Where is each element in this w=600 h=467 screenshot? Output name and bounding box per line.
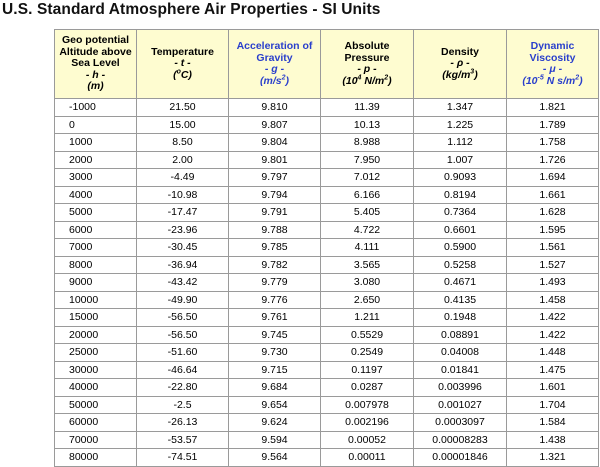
header-label-line: Geo potential bbox=[61, 34, 130, 47]
unit-superscript: 4 bbox=[357, 74, 362, 81]
header-symbol: - p - bbox=[357, 63, 377, 75]
cell-gravity: 9.715 bbox=[229, 361, 321, 379]
header-label-line: Acceleration of bbox=[236, 40, 313, 52]
cell-density: 0.5900 bbox=[414, 239, 507, 257]
cell-pressure: 0.002196 bbox=[321, 414, 414, 432]
header-density bbox=[414, 30, 507, 99]
cell-pressure: 5.405 bbox=[321, 204, 414, 222]
cell-gravity: 9.785 bbox=[229, 239, 321, 257]
unit-text: ) bbox=[285, 74, 289, 87]
cell-altitude: 10000 bbox=[55, 291, 137, 309]
cell-gravity: 9.564 bbox=[229, 449, 321, 467]
cell-altitude: 70000 bbox=[55, 431, 137, 449]
cell-temperature: -17.47 bbox=[137, 204, 229, 222]
unit-text: ) bbox=[579, 74, 583, 87]
cell-temperature: 21.50 bbox=[137, 99, 229, 117]
header-label-line: Altitude above bbox=[59, 45, 132, 58]
cell-temperature: -74.51 bbox=[137, 449, 229, 467]
cell-temperature: 8.50 bbox=[137, 134, 229, 152]
cell-viscosity: 1.704 bbox=[507, 396, 599, 414]
cell-pressure: 8.988 bbox=[321, 134, 414, 152]
cell-density: 0.0003097 bbox=[414, 414, 507, 432]
unit-superscript: -5 bbox=[537, 74, 544, 81]
unit-superscript: 2 bbox=[384, 74, 389, 81]
cell-pressure: 1.211 bbox=[321, 309, 414, 327]
cell-altitude: 40000 bbox=[55, 379, 137, 397]
cell-viscosity: 1.493 bbox=[507, 274, 599, 292]
table-row bbox=[55, 204, 599, 222]
cell-altitude: -1000 bbox=[55, 99, 137, 117]
unit-text: ) bbox=[388, 74, 392, 87]
header-symbol: - ρ - bbox=[450, 57, 470, 70]
unit-text: ) bbox=[474, 68, 478, 81]
cell-viscosity: 1.448 bbox=[507, 344, 599, 362]
header-temperature bbox=[137, 30, 229, 99]
cell-altitude: 4000 bbox=[55, 186, 137, 204]
cell-temperature: -49.90 bbox=[137, 291, 229, 309]
cell-gravity: 9.654 bbox=[229, 396, 321, 414]
cell-density: 0.9093 bbox=[414, 169, 507, 187]
header-label-line: Density bbox=[441, 45, 479, 58]
cell-pressure: 11.39 bbox=[321, 99, 414, 117]
cell-density: 0.08891 bbox=[414, 326, 507, 344]
cell-pressure: 3.565 bbox=[321, 256, 414, 274]
cell-density: 0.5258 bbox=[414, 256, 507, 274]
cell-gravity: 9.745 bbox=[229, 326, 321, 344]
table-row bbox=[55, 99, 599, 117]
unit-text: (10 bbox=[522, 74, 538, 87]
cell-gravity: 9.788 bbox=[229, 221, 321, 239]
cell-gravity: 9.624 bbox=[229, 414, 321, 432]
cell-altitude: 0 bbox=[55, 116, 137, 134]
header-viscosity[interactable] bbox=[507, 30, 599, 99]
cell-pressure: 0.00052 bbox=[321, 431, 414, 449]
table-row bbox=[55, 396, 599, 414]
header-gravity[interactable] bbox=[229, 30, 321, 99]
header-pressure bbox=[321, 30, 414, 99]
cell-altitude: 25000 bbox=[55, 344, 137, 362]
cell-temperature: -53.57 bbox=[137, 431, 229, 449]
cell-viscosity: 1.422 bbox=[507, 326, 599, 344]
cell-pressure: 0.5529 bbox=[321, 326, 414, 344]
cell-pressure: 10.13 bbox=[321, 116, 414, 134]
cell-pressure: 7.012 bbox=[321, 169, 414, 187]
table-row bbox=[55, 186, 599, 204]
cell-temperature: 15.00 bbox=[137, 116, 229, 134]
cell-temperature: -30.45 bbox=[137, 239, 229, 257]
unit-text: (10 bbox=[342, 74, 358, 87]
cell-gravity: 9.804 bbox=[229, 134, 321, 152]
cell-gravity: 9.776 bbox=[229, 291, 321, 309]
table-row bbox=[55, 431, 599, 449]
table-row bbox=[55, 169, 599, 187]
cell-altitude: 15000 bbox=[55, 309, 137, 327]
cell-density: 0.4135 bbox=[414, 291, 507, 309]
header-unit bbox=[137, 70, 228, 82]
cell-viscosity: 1.561 bbox=[507, 239, 599, 257]
atmosphere-table bbox=[54, 29, 599, 467]
cell-temperature: -10.98 bbox=[137, 186, 229, 204]
cell-gravity: 9.779 bbox=[229, 274, 321, 292]
cell-density: 0.6601 bbox=[414, 221, 507, 239]
table-row bbox=[55, 326, 599, 344]
cell-viscosity: 1.758 bbox=[507, 134, 599, 152]
unit-text: C) bbox=[180, 68, 192, 81]
header-symbol: - g - bbox=[264, 63, 285, 75]
header-label-line: Viscosity bbox=[529, 51, 576, 64]
cell-density: 0.7364 bbox=[414, 204, 507, 222]
header-label-line: Dynamic bbox=[530, 40, 575, 52]
cell-density: 1.112 bbox=[414, 134, 507, 152]
header-unit bbox=[414, 70, 506, 82]
cell-viscosity: 1.584 bbox=[507, 414, 599, 432]
cell-gravity: 9.797 bbox=[229, 169, 321, 187]
header-symbol: - t - bbox=[174, 57, 191, 70]
cell-pressure: 4.722 bbox=[321, 221, 414, 239]
cell-altitude: 5000 bbox=[55, 204, 137, 222]
unit-text: (m) bbox=[87, 80, 104, 93]
cell-density: 0.00001846 bbox=[414, 449, 507, 467]
cell-gravity: 9.810 bbox=[229, 99, 321, 117]
table-row bbox=[55, 116, 599, 134]
table-row bbox=[55, 274, 599, 292]
cell-temperature: -51.60 bbox=[137, 344, 229, 362]
cell-density: 1.225 bbox=[414, 116, 507, 134]
cell-viscosity: 1.458 bbox=[507, 291, 599, 309]
cell-density: 0.00008283 bbox=[414, 431, 507, 449]
header-unit bbox=[229, 76, 320, 88]
table-row bbox=[55, 134, 599, 152]
cell-temperature: -23.96 bbox=[137, 221, 229, 239]
header-label-line: Absolute bbox=[344, 40, 390, 52]
cell-altitude: 50000 bbox=[55, 396, 137, 414]
cell-altitude: 2000 bbox=[55, 151, 137, 169]
cell-viscosity: 1.438 bbox=[507, 431, 599, 449]
cell-viscosity: 1.661 bbox=[507, 186, 599, 204]
cell-pressure: 4.111 bbox=[321, 239, 414, 257]
header-unit bbox=[507, 76, 598, 88]
cell-altitude: 1000 bbox=[55, 134, 137, 152]
cell-temperature: -46.64 bbox=[137, 361, 229, 379]
header-label-line: Sea Level bbox=[71, 57, 120, 70]
unit-text: (m/s bbox=[260, 74, 282, 87]
unit-text: N/m bbox=[361, 74, 385, 87]
cell-temperature: -26.13 bbox=[137, 414, 229, 432]
cell-pressure: 0.007978 bbox=[321, 396, 414, 414]
cell-viscosity: 1.821 bbox=[507, 99, 599, 117]
cell-temperature: -22.80 bbox=[137, 379, 229, 397]
table-row bbox=[55, 449, 599, 467]
cell-viscosity: 1.726 bbox=[507, 151, 599, 169]
header-altitude bbox=[55, 30, 137, 99]
cell-density: 0.003996 bbox=[414, 379, 507, 397]
cell-altitude: 7000 bbox=[55, 239, 137, 257]
header-label-line: Gravity bbox=[256, 51, 293, 64]
cell-pressure: 3.080 bbox=[321, 274, 414, 292]
cell-viscosity: 1.527 bbox=[507, 256, 599, 274]
table-body bbox=[55, 99, 599, 467]
cell-altitude: 60000 bbox=[55, 414, 137, 432]
cell-gravity: 9.684 bbox=[229, 379, 321, 397]
header-label-line: Pressure bbox=[344, 51, 390, 64]
header-symbol: - h - bbox=[85, 68, 106, 81]
header-label-line: Temperature bbox=[151, 45, 214, 58]
cell-gravity: 9.761 bbox=[229, 309, 321, 327]
cell-pressure: 0.0287 bbox=[321, 379, 414, 397]
unit-text: N s/m bbox=[543, 74, 576, 87]
cell-viscosity: 1.789 bbox=[507, 116, 599, 134]
cell-gravity: 9.782 bbox=[229, 256, 321, 274]
cell-temperature: -4.49 bbox=[137, 169, 229, 187]
unit-text: (kg/m bbox=[442, 68, 471, 81]
cell-temperature: -2.5 bbox=[137, 396, 229, 414]
cell-pressure: 0.2549 bbox=[321, 344, 414, 362]
cell-temperature: -43.42 bbox=[137, 274, 229, 292]
table-row bbox=[55, 379, 599, 397]
cell-pressure: 6.166 bbox=[321, 186, 414, 204]
unit-superscript: 3 bbox=[470, 68, 475, 76]
table-row bbox=[55, 239, 599, 257]
cell-viscosity: 1.321 bbox=[507, 449, 599, 467]
cell-density: 0.4671 bbox=[414, 274, 507, 292]
table-row bbox=[55, 414, 599, 432]
table-header-row bbox=[55, 30, 599, 99]
page-title: U.S. Standard Atmosphere Air Properties - SI Units bbox=[2, 1, 381, 18]
cell-gravity: 9.801 bbox=[229, 151, 321, 169]
table-row bbox=[55, 361, 599, 379]
unit-text: ( bbox=[173, 68, 177, 81]
unit-superscript: o bbox=[176, 68, 181, 76]
cell-density: 0.1948 bbox=[414, 309, 507, 327]
cell-gravity: 9.794 bbox=[229, 186, 321, 204]
header-unit bbox=[55, 81, 136, 93]
cell-altitude: 6000 bbox=[55, 221, 137, 239]
cell-density: 1.347 bbox=[414, 99, 507, 117]
cell-density: 0.001027 bbox=[414, 396, 507, 414]
table-row bbox=[55, 344, 599, 362]
cell-altitude: 80000 bbox=[55, 449, 137, 467]
unit-superscript: 2 bbox=[281, 74, 286, 81]
atmosphere-table-container bbox=[54, 29, 599, 467]
table-row bbox=[55, 221, 599, 239]
cell-altitude: 9000 bbox=[55, 274, 137, 292]
header-symbol: - μ - bbox=[542, 63, 563, 75]
cell-altitude: 3000 bbox=[55, 169, 137, 187]
table-row bbox=[55, 151, 599, 169]
cell-pressure: 0.00011 bbox=[321, 449, 414, 467]
cell-temperature: -56.50 bbox=[137, 326, 229, 344]
cell-gravity: 9.791 bbox=[229, 204, 321, 222]
cell-altitude: 20000 bbox=[55, 326, 137, 344]
cell-density: 0.04008 bbox=[414, 344, 507, 362]
cell-temperature: -56.50 bbox=[137, 309, 229, 327]
cell-temperature: -36.94 bbox=[137, 256, 229, 274]
cell-density: 0.8194 bbox=[414, 186, 507, 204]
cell-gravity: 9.594 bbox=[229, 431, 321, 449]
cell-altitude: 30000 bbox=[55, 361, 137, 379]
table-row bbox=[55, 256, 599, 274]
cell-viscosity: 1.595 bbox=[507, 221, 599, 239]
cell-density: 1.007 bbox=[414, 151, 507, 169]
cell-gravity: 9.807 bbox=[229, 116, 321, 134]
cell-viscosity: 1.628 bbox=[507, 204, 599, 222]
cell-pressure: 7.950 bbox=[321, 151, 414, 169]
cell-density: 0.01841 bbox=[414, 361, 507, 379]
table-row bbox=[55, 291, 599, 309]
cell-viscosity: 1.601 bbox=[507, 379, 599, 397]
header-unit bbox=[321, 76, 413, 88]
cell-gravity: 9.730 bbox=[229, 344, 321, 362]
cell-viscosity: 1.475 bbox=[507, 361, 599, 379]
unit-superscript: 2 bbox=[575, 74, 580, 81]
cell-viscosity: 1.422 bbox=[507, 309, 599, 327]
cell-pressure: 2.650 bbox=[321, 291, 414, 309]
table-row bbox=[55, 309, 599, 327]
cell-altitude: 8000 bbox=[55, 256, 137, 274]
cell-pressure: 0.1197 bbox=[321, 361, 414, 379]
cell-viscosity: 1.694 bbox=[507, 169, 599, 187]
cell-temperature: 2.00 bbox=[137, 151, 229, 169]
